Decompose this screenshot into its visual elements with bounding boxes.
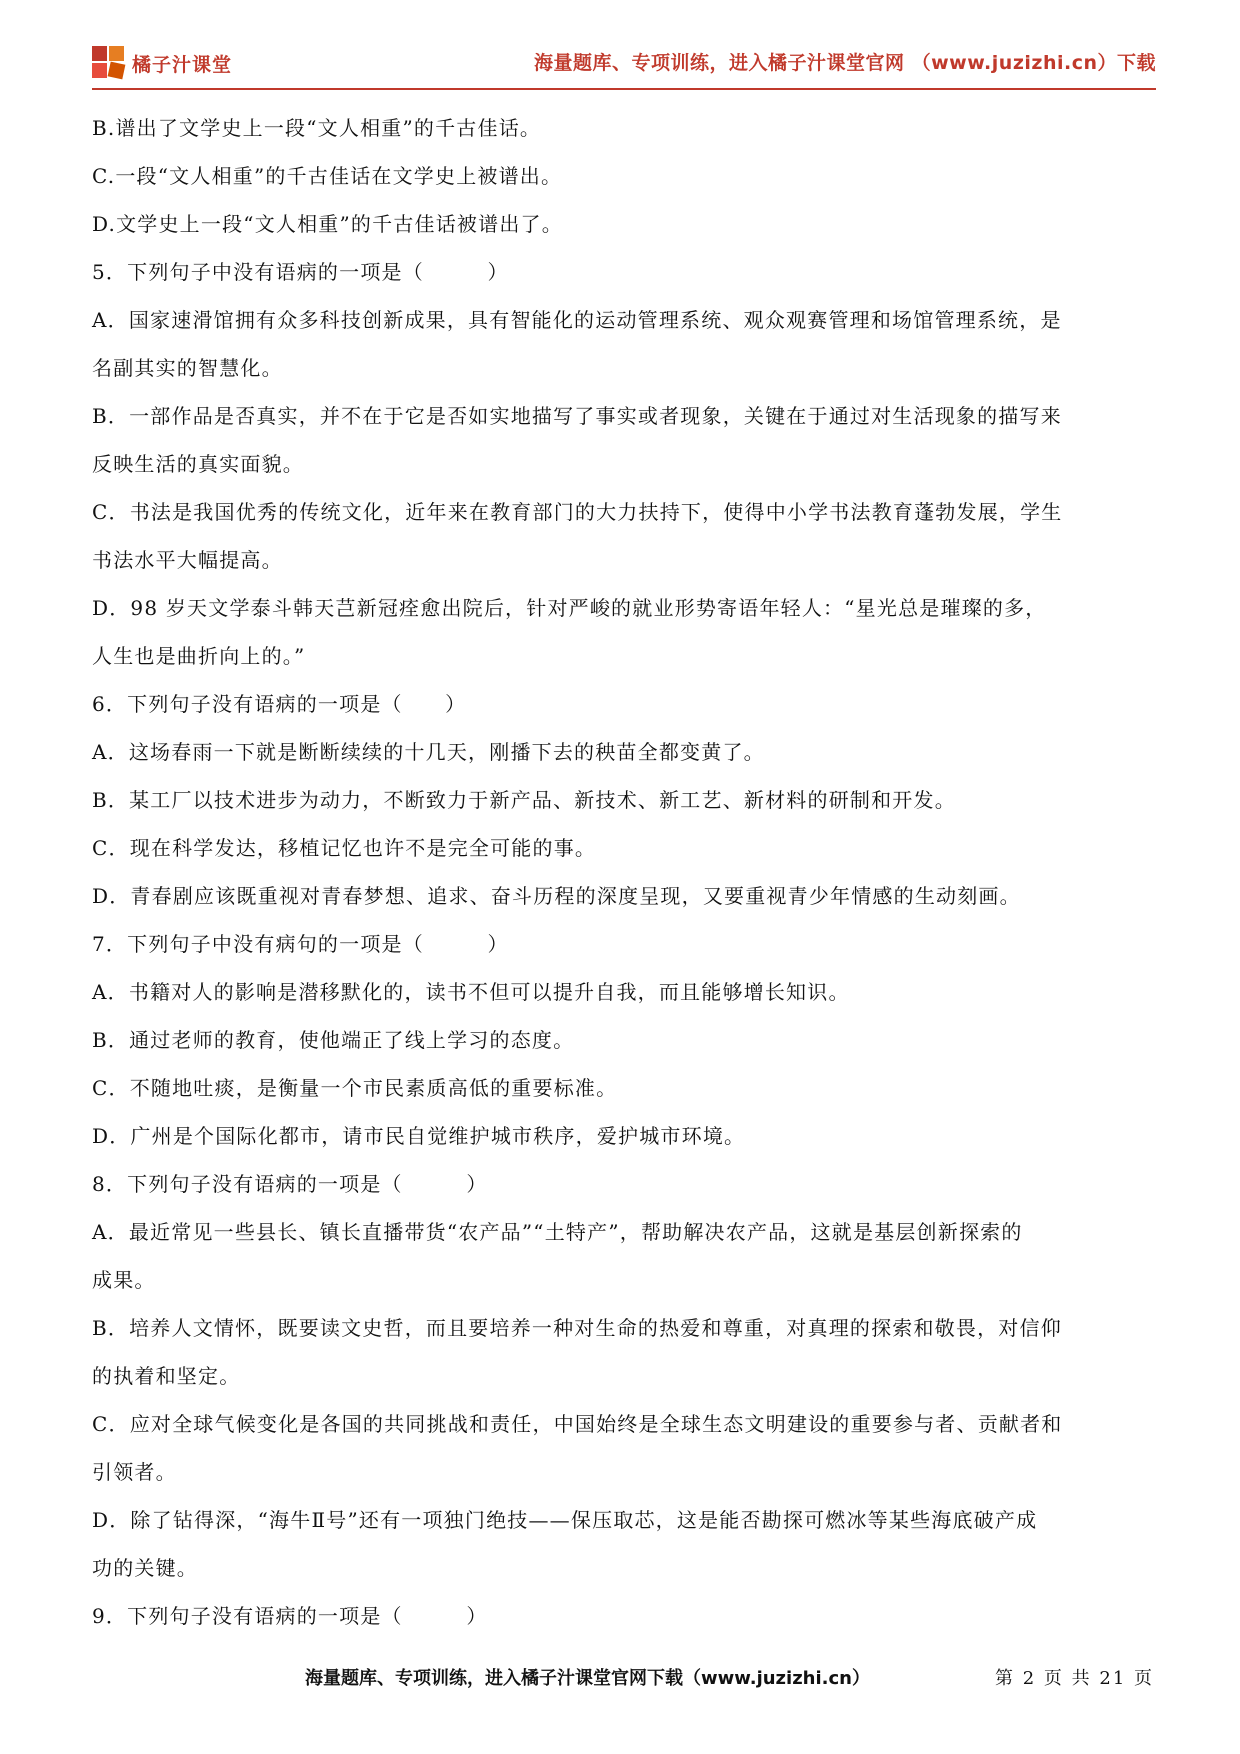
document-body [92, 104, 1156, 1640]
text-line: D．除了钻得深，“海牛Ⅱ号”还有一项独门绝技——保压取芯，这是能否勘探可燃冰等某些海底破产成 [92, 1508, 1038, 1532]
footer-slogan: 海量题库、专项训练，进入橘子汁课堂官网下载（www.juzizhi.cn） [305, 1668, 870, 1689]
logo-text: 橘子汁课堂 [132, 53, 233, 76]
text-line: C．不随地吐痰，是衡量一个市民素质高低的重要标准。 [92, 1076, 618, 1100]
text-line: D．98 岁天文学泰斗韩天芑新冠痊愈出院后，针对严峻的就业形势寄语年轻人：“星光总是璀璨的多， [92, 596, 1047, 620]
text-line: 成果。 [92, 1268, 156, 1292]
text-line: B.谱出了文学史上一段“文人相重”的千古佳话。 [92, 116, 542, 140]
text-line: C．应对全球气候变化是各国的共同挑战和责任，中国始终是全球生态文明建设的重要参与者、贡献者和 [92, 1412, 1063, 1436]
text-line: 6．下列句子没有语病的一项是（ ） [92, 692, 467, 716]
text-line: 人生也是曲折向上的。” [92, 644, 306, 668]
text-line: 书法水平大幅提高。 [92, 548, 283, 572]
text-line: B．培养人文情怀，既要读文史哲，而且要培养一种对生命的热爱和尊重，对真理的探索和敬畏，对信仰 [92, 1316, 1062, 1340]
logo-icon [92, 46, 126, 80]
page-footer [0, 1658, 1240, 1698]
text-line: A．国家速滑馆拥有众多科技创新成果，具有智能化的运动管理系统、观众观赛管理和场馆管理系统，是 [92, 308, 1062, 332]
header-slogan: 海量题库、专项训练，进入橘子汁课堂官网 （www.juzizhi.cn）下载 [534, 52, 1156, 74]
text-line: A．最近常见一些县长、镇长直播带货“农产品”“土特产”，帮助解决农产品，这就是基层创新探索的 [92, 1220, 1023, 1244]
text-line: D.文学史上一段“文人相重”的千古佳话被谱出了。 [92, 212, 563, 236]
text-line: 8．下列句子没有语病的一项是（ ） [92, 1172, 488, 1196]
text-line: B．通过老师的教育，使他端正了线上学习的态度。 [92, 1028, 575, 1052]
text-line: D．青春剧应该既重视对青春梦想、追求、奋斗历程的深度呈现，又要重视青少年情感的生动刻画。 [92, 884, 1021, 908]
text-line: 反映生活的真实面貌。 [92, 452, 304, 476]
page-header [92, 38, 1156, 84]
text-line: C.一段“文人相重”的千古佳话在文学史上被谱出。 [92, 164, 563, 188]
page-number: 第 2 页 共 21 页 [995, 1668, 1154, 1689]
text-line: C．书法是我国优秀的传统文化，近年来在教育部门的大力扶持下，使得中小学书法教育蓬勃发展，学生 [92, 500, 1063, 524]
text-line: 名副其实的智慧化。 [92, 356, 283, 380]
text-line: B．某工厂以技术进步为动力，不断致力于新产品、新技术、新工艺、新材料的研制和开发。 [92, 788, 956, 812]
text-line: 7．下列句子中没有病句的一项是（ ） [92, 932, 509, 956]
text-line: 功的关键。 [92, 1556, 198, 1580]
text-line: C．现在科学发达，移植记忆也许不是完全可能的事。 [92, 836, 597, 860]
text-line: 引领者。 [92, 1460, 177, 1484]
text-line: B．一部作品是否真实，并不在于它是否如实地描写了事实或者现象，关键在于通过对生活现象的描写来 [92, 404, 1062, 428]
text-line: A．这场春雨一下就是断断续续的十几天，刚播下去的秧苗全都变黄了。 [92, 740, 765, 764]
text-line: A．书籍对人的影响是潜移默化的，读书不但可以提升自我，而且能够增长知识。 [92, 980, 850, 1004]
text-line: 9．下列句子没有语病的一项是（ ） [92, 1604, 488, 1628]
header-divider [92, 88, 1156, 90]
text-line: 5．下列句子中没有语病的一项是（ ） [92, 260, 509, 284]
logo[interactable] [92, 46, 232, 80]
text-line: D．广州是个国际化都市，请市民自觉维护城市秩序，爱护城市环境。 [92, 1124, 746, 1148]
text-line: 的执着和坚定。 [92, 1364, 241, 1388]
